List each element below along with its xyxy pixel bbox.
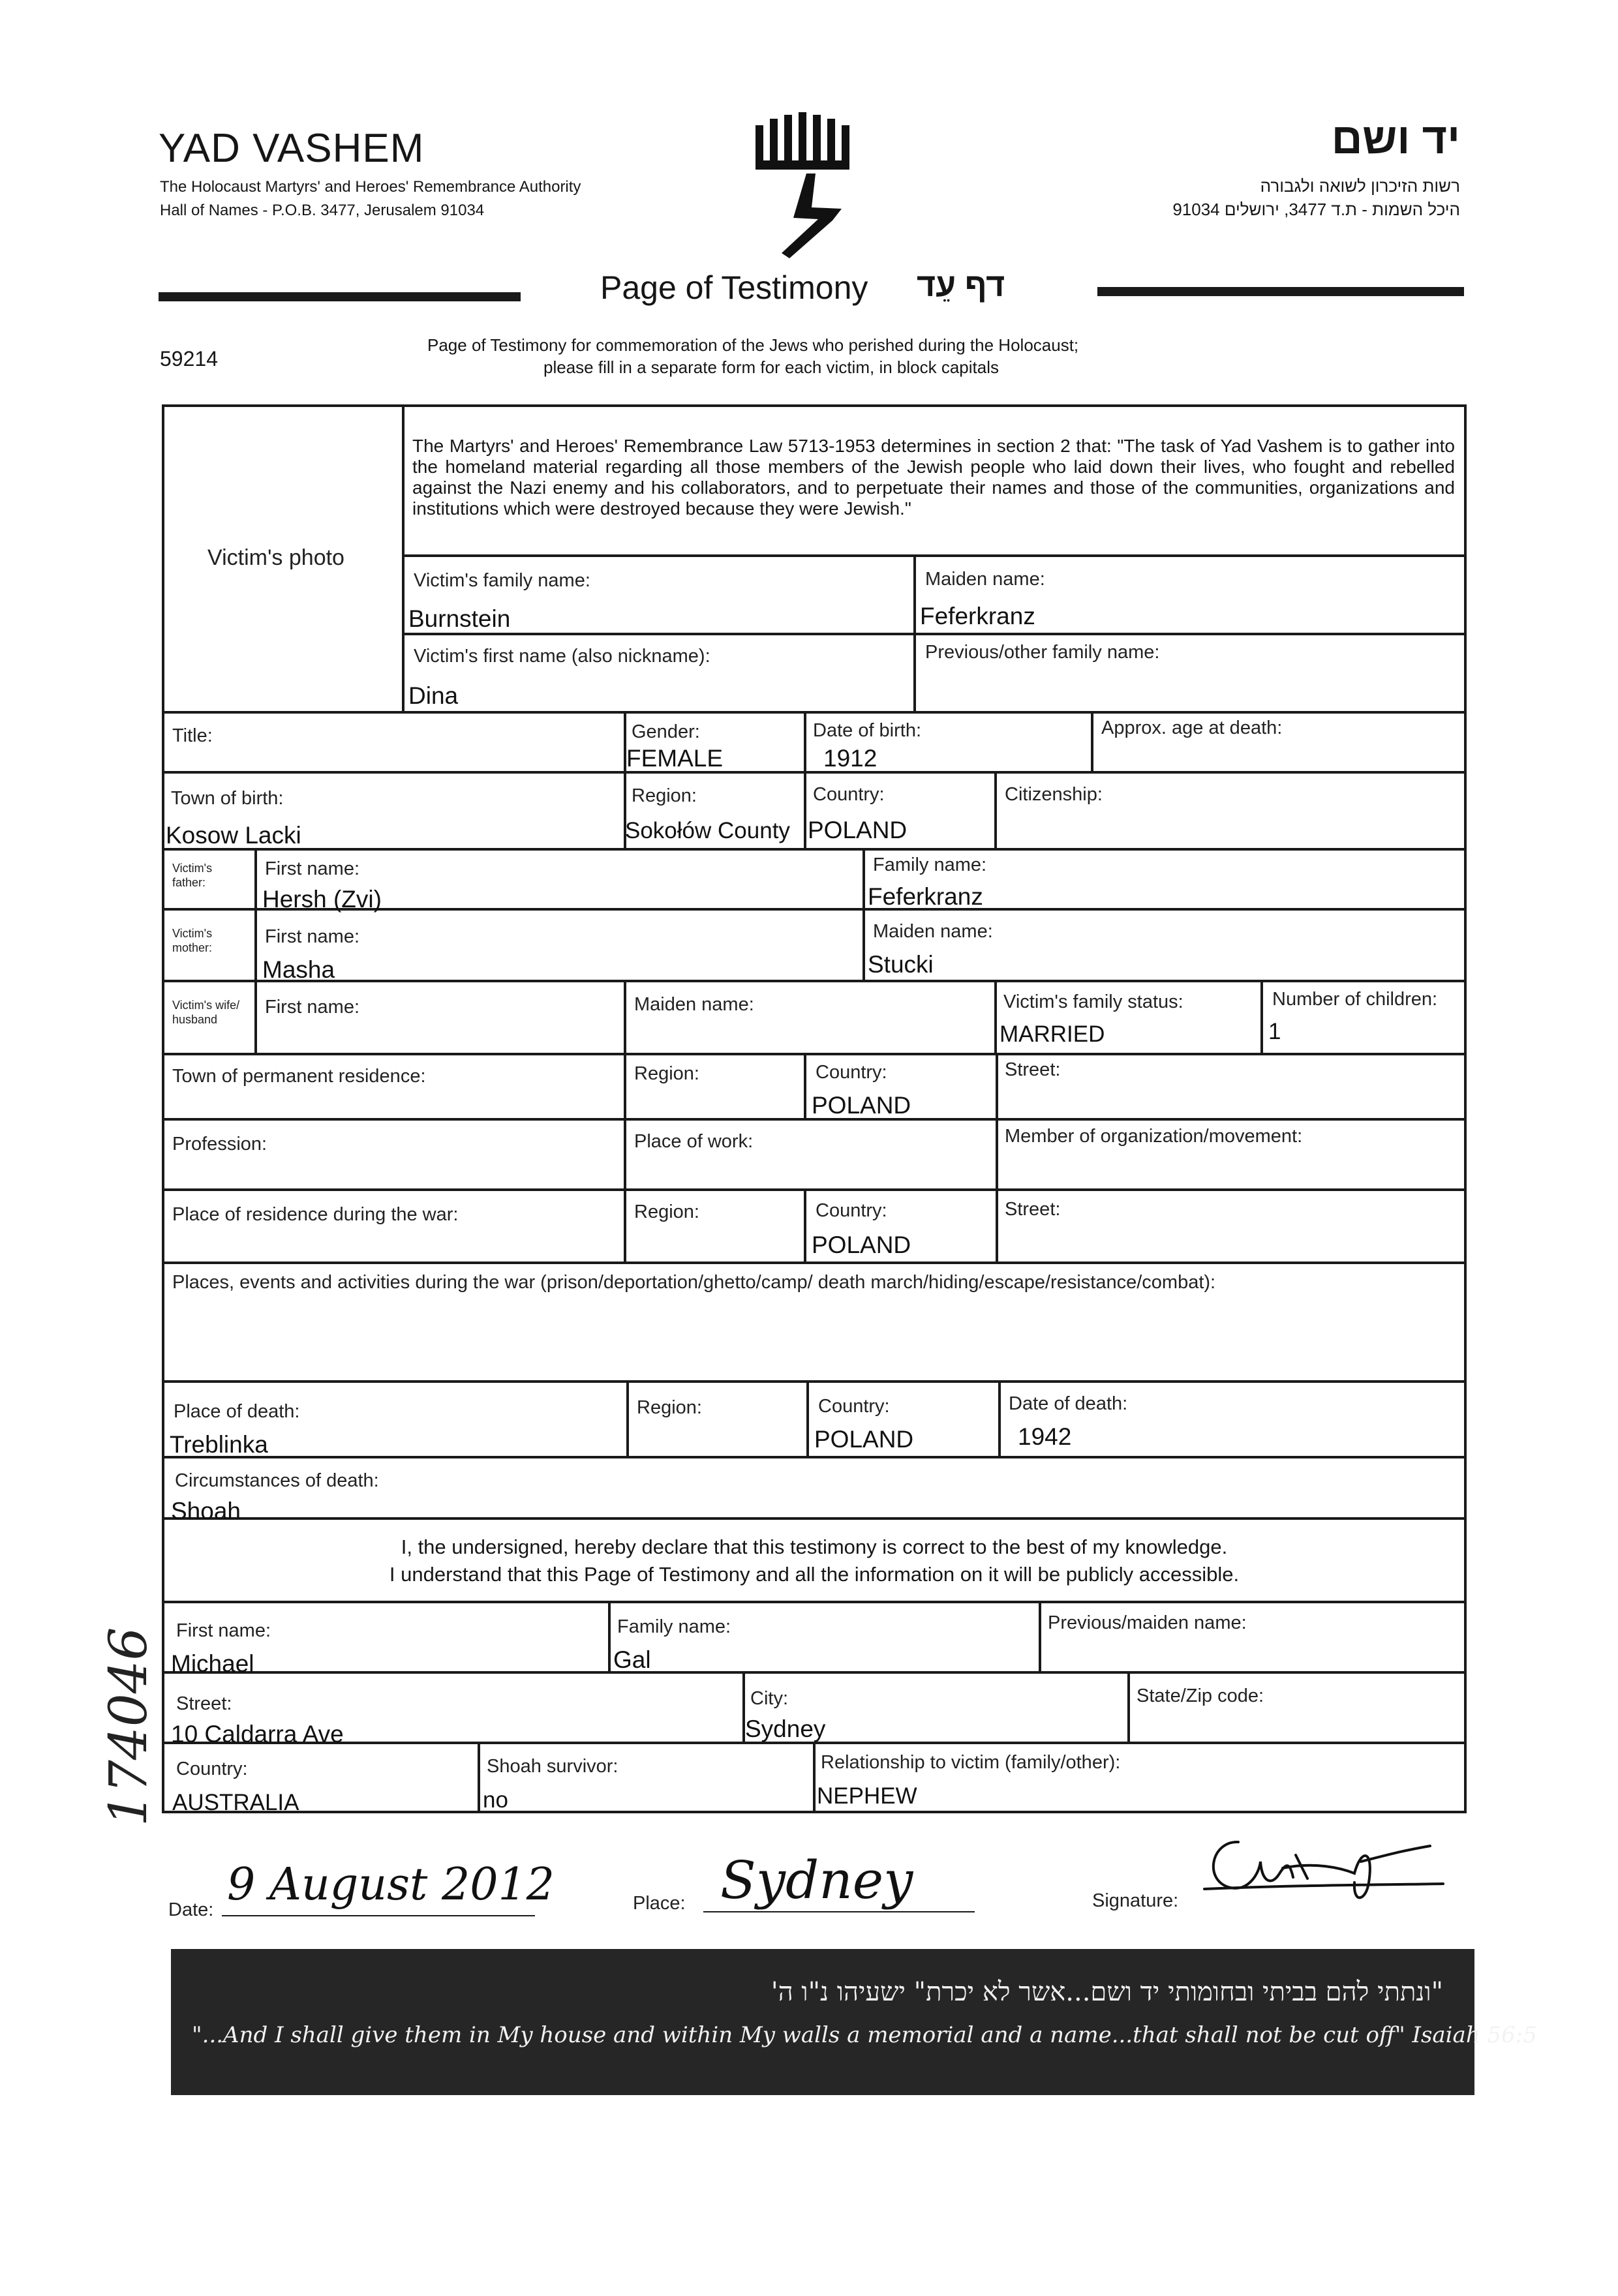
death-country-label: Country: (818, 1396, 890, 1417)
places-events-label: Places, events and activities during the war (prison/deportation/ghetto/camp/ death march/hiding/escape/resistance/combat): (172, 1272, 1216, 1293)
submitter-country-value[interactable]: AUSTRALIA (172, 1790, 299, 1815)
spouse-first-name-label: First name: (265, 997, 360, 1018)
children-value[interactable]: 1 (1268, 1019, 1281, 1044)
dob-value[interactable]: 1912 (823, 745, 878, 772)
submitter-first-name-value[interactable]: Michael (171, 1650, 254, 1677)
date-handwritten: 9 August 2012 (227, 1859, 555, 1911)
submitter-family-name-label: Family name: (617, 1616, 731, 1637)
org-subtitle: The Holocaust Martyrs' and Heroes' Remembrance Authority (160, 178, 581, 196)
war-residence-label: Place of residence during the war: (172, 1204, 459, 1225)
first-name-value[interactable]: Dina (408, 682, 459, 709)
permanent-street-label: Street: (1005, 1059, 1061, 1080)
family-name-value[interactable]: Burnstein (408, 605, 511, 632)
submitter-state-label: State/Zip code: (1137, 1685, 1264, 1706)
submitter-city-label: City: (750, 1688, 788, 1709)
birth-country-value[interactable]: POLAND (808, 817, 908, 843)
org-name-he: יד ושם (1331, 114, 1460, 162)
war-country-value[interactable]: POLAND (812, 1231, 911, 1258)
place-of-death-label: Place of death: (174, 1401, 300, 1422)
family-name-label: Victim's family name: (414, 570, 590, 591)
town-of-birth-label: Town of birth: (171, 788, 284, 809)
signature-mark (1198, 1822, 1446, 1914)
submitter-city-value[interactable]: Sydney (745, 1715, 826, 1742)
family-status-value[interactable]: MARRIED (1000, 1021, 1105, 1047)
document-number: 59214 (160, 347, 218, 370)
war-region-label: Region: (634, 1201, 699, 1222)
war-country-label: Country: (816, 1200, 887, 1221)
death-region-label: Region: (637, 1397, 702, 1418)
org-address: Hall of Names - P.O.B. 3477, Jerusalem 91034 (160, 202, 485, 219)
shoah-survivor-label: Shoah survivor: (487, 1756, 618, 1777)
death-country-value[interactable]: POLAND (814, 1426, 914, 1453)
date-of-death-value[interactable]: 1942 (1018, 1423, 1072, 1450)
maiden-name-value[interactable]: Feferkranz (920, 603, 1035, 629)
title-label: Title: (172, 725, 213, 746)
father-family-name-label: Family name: (873, 854, 987, 875)
org-name: YAD VASHEM (159, 126, 425, 171)
dob-label: Date of birth: (813, 720, 922, 741)
age-at-death-label: Approx. age at death: (1101, 718, 1283, 738)
gender-label: Gender: (632, 721, 700, 742)
title-rule-left (159, 292, 521, 301)
member-organization-label: Member of organization/movement: (1005, 1126, 1303, 1147)
place-handwritten: Sydney (720, 1850, 913, 1911)
relationship-label: Relationship to victim (family/other): (821, 1752, 1121, 1773)
place-underline (703, 1911, 975, 1912)
submitter-street-label: Street: (176, 1693, 232, 1714)
law-text: The Martyrs' and Heroes' Remembrance Law 5713-1953 determines in section 2 that: "The task of Yad Vashem is to gather into the homeland material regarding all those members of the Jewish people who laid down their lives, who fought and rebelled against the Nazi enemy and his collaborators, and to perpetuate their names and those of the communities, organizations and institutions which were destroyed because they were Jewish." (412, 436, 1455, 519)
mother-maiden-name-value[interactable]: Stucki (868, 951, 934, 978)
spouse-side-label: Victim's wife/ husband (172, 999, 240, 1026)
previous-family-name-label: Previous/other family name: (925, 642, 1160, 663)
place-label: Place: (633, 1893, 686, 1914)
permanent-country-label: Country: (816, 1062, 887, 1083)
org-subtitle-he: רשות הזיכרון לשואה ולגבורה (1260, 176, 1460, 196)
profession-label: Profession: (172, 1134, 267, 1155)
instructions-line-1: Page of Testimony for commemoration of the Jews who perished during the Holocaust; (427, 335, 1079, 355)
mother-first-name-value[interactable]: Masha (262, 956, 335, 983)
submitter-first-name-label: First name: (176, 1620, 271, 1641)
gender-value[interactable]: FEMALE (626, 745, 724, 772)
birth-country-label: Country: (813, 784, 885, 805)
mother-first-name-label: First name: (265, 926, 360, 947)
date-of-death-label: Date of death: (1009, 1393, 1128, 1414)
place-of-work-label: Place of work: (634, 1131, 754, 1152)
maiden-name-label: Maiden name: (925, 569, 1045, 590)
war-street-label: Street: (1005, 1199, 1061, 1220)
title-rule-right (1097, 287, 1464, 296)
citizenship-label: Citizenship: (1005, 784, 1103, 805)
permanent-region-label: Region: (634, 1063, 699, 1084)
birth-region-value[interactable]: Sokołów County (625, 818, 790, 843)
footer-quote-english: "...And I shall give them in My house and within My walls a memorial and a name...that shall not be cut off" Isaiah 56:5 (192, 2022, 1537, 2048)
page-title: Page of Testimony (600, 269, 868, 306)
town-of-birth-value[interactable]: Kosow Lacki (166, 822, 301, 849)
signature-label: Signature: (1092, 1890, 1179, 1911)
declaration-line-2: I understand that this Page of Testimony and all the information on it will be publicly accessible. (389, 1563, 1240, 1586)
declaration-line-1: I, the undersigned, hereby declare that this testimony is correct to the best of my knowledge. (401, 1535, 1228, 1558)
birth-region-label: Region: (632, 785, 697, 806)
place-of-death-value[interactable]: Treblinka (170, 1431, 268, 1458)
mother-maiden-name-label: Maiden name: (873, 921, 993, 942)
instructions-line-2: please fill in a separate form for each victim, in block capitals (543, 357, 999, 377)
father-first-name-value[interactable]: Hersh (Zvi) (262, 886, 382, 913)
circumstances-label: Circumstances of death: (175, 1470, 379, 1491)
shoah-survivor-value[interactable]: no (483, 1787, 508, 1813)
father-side-label: Victim's father: (172, 862, 213, 889)
father-family-name-value[interactable]: Feferkranz (868, 883, 983, 910)
submitter-previous-name-label: Previous/maiden name: (1048, 1612, 1247, 1633)
submitter-family-name-value[interactable]: Gal (613, 1646, 651, 1673)
footer-quote-banner (171, 1949, 1537, 2095)
page-title-he: דף עֵד (917, 267, 1005, 303)
relationship-value[interactable]: NEPHEW (817, 1783, 917, 1809)
permanent-town-label: Town of permanent residence: (172, 1066, 426, 1087)
permanent-country-value[interactable]: POLAND (812, 1092, 911, 1119)
victim-photo-label: Victim's photo (207, 545, 344, 570)
date-label: Date: (168, 1899, 214, 1920)
date-underline (222, 1915, 535, 1916)
spouse-maiden-name-label: Maiden name: (634, 994, 754, 1015)
father-first-name-label: First name: (265, 858, 360, 879)
first-name-label: Victim's first name (also nickname): (414, 646, 710, 667)
family-status-label: Victim's family status: (1003, 991, 1183, 1012)
submitter-country-label: Country: (176, 1759, 248, 1779)
circumstances-value[interactable]: Shoah (171, 1498, 241, 1524)
org-address-he: היכל השמות - ת.ד 3477, ירושלים 91034 (1172, 200, 1460, 219)
submitter-street-value[interactable]: 10 Caldarra Ave (171, 1721, 344, 1747)
mother-side-label: Victim's mother: (172, 927, 213, 954)
footer-quote-hebrew: "ונתתי להם בביתי ובחומותי יד ושם...אשר לא יכרת" ישעיהו נ"ו ה' (771, 1977, 1443, 2007)
side-reference-number: 174046 (98, 1627, 159, 1826)
children-label: Number of children: (1272, 989, 1438, 1010)
yad-vashem-logo (750, 111, 855, 261)
